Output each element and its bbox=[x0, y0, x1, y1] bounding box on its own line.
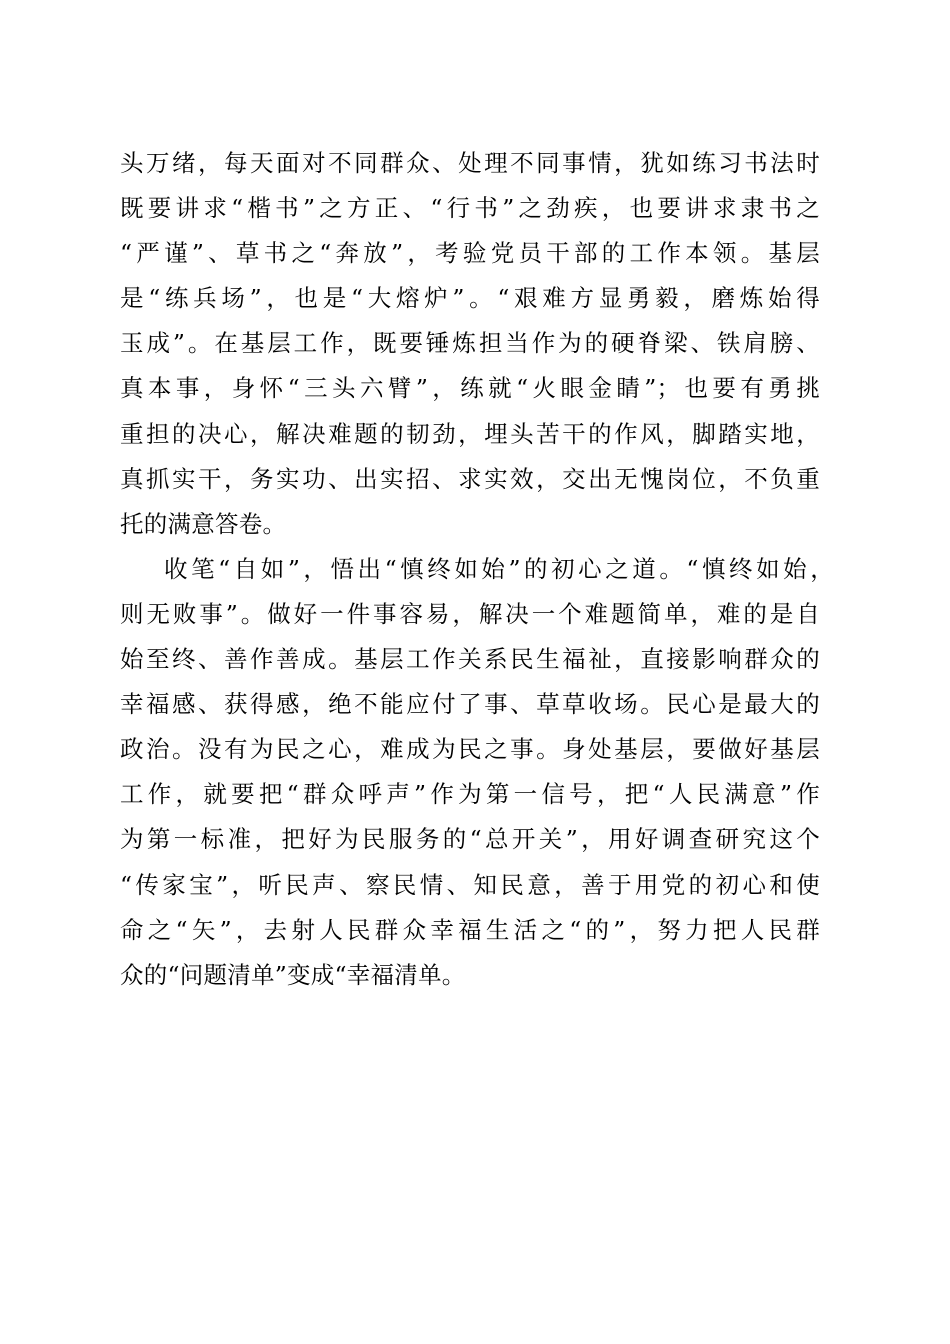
text-line: 既要讲求“楷书”之方正、“行书”之劲疾，也要讲求隶书之 bbox=[120, 194, 820, 223]
text-line: 重担的决心，解决难题的韧劲，埋头苦干的作风，脚踏实地， bbox=[120, 419, 820, 448]
text-line-paragraph-start: 收笔“自如”，悟出“慎终如始”的初心之道。“慎终如始， bbox=[164, 554, 834, 583]
text-line: 是“练兵场”，也是“大熔炉”。“艰难方显勇毅，磨炼始得 bbox=[120, 284, 820, 313]
text-line: 真本事，身怀“三头六臂”，练就“火眼金睛”；也要有勇挑 bbox=[120, 374, 820, 403]
text-line: “传家宝”，听民声、察民情、知民意，善于用党的初心和使 bbox=[120, 870, 820, 899]
text-line: 玉成”。在基层工作，既要锤炼担当作为的硬脊梁、铁肩膀、 bbox=[120, 329, 820, 358]
text-line: 政治。没有为民之心，难成为民之事。身处基层，要做好基层 bbox=[120, 735, 820, 764]
text-line-paragraph-end: 众的“问题清单”变成“幸福清单。 bbox=[120, 960, 466, 989]
text-line: 工作，就要把“群众呼声”作为第一信号，把“人民满意”作 bbox=[120, 780, 820, 809]
text-line: 头万绪，每天面对不同群众、处理不同事情，犹如练习书法时 bbox=[120, 149, 820, 177]
body-text bbox=[120, 141, 832, 998]
text-line: 始至终、善作善成。基层工作关系民生福祉，直接影响群众的 bbox=[120, 645, 820, 674]
text-line: 真抓实干，务实功、出实招、求实效，交出无愧岗位，不负重 bbox=[120, 464, 820, 493]
text-line: 命之“矢”，去射人民群众幸福生活之“的”，努力把人民群 bbox=[120, 915, 820, 944]
text-line: “严谨”、草书之“奔放”，考验党员干部的工作本领。基层 bbox=[120, 239, 820, 268]
text-line: 为第一标准，把好为民服务的“总开关”，用好调查研究这个 bbox=[120, 825, 820, 854]
text-line: 幸福感、获得感，绝不能应付了事、草草收场。民心是最大的 bbox=[120, 690, 820, 719]
text-line: 则无败事”。做好一件事容易，解决一个难题简单，难的是自 bbox=[120, 599, 820, 628]
text-line-paragraph-end: 托的满意答卷。 bbox=[120, 509, 287, 538]
